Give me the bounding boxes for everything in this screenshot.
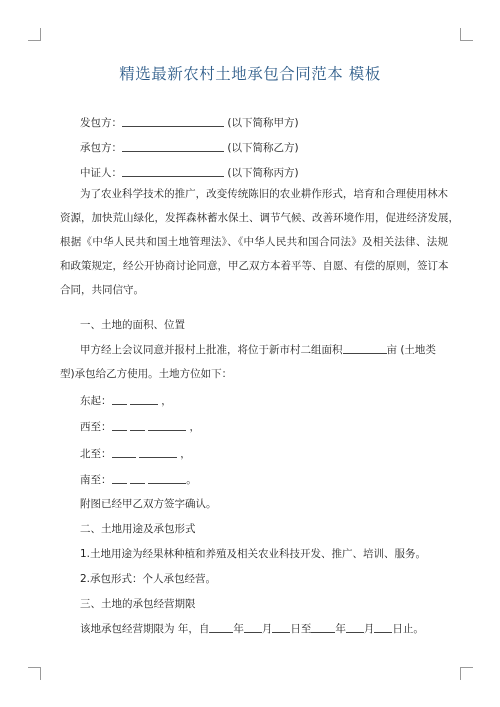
section-2-item-1: 1.土地用途为经果林种植和养殖及相关农业科技开发、推广、培训、服务。 — [80, 548, 427, 560]
term-month: 月 — [363, 623, 375, 635]
boundary-east-label: 东起： — [80, 395, 112, 407]
end-day-blank[interactable] — [374, 621, 392, 633]
section-1-line-2: 型)承包给乙方使用。土地方位如下： — [60, 368, 233, 380]
boundary-north-label: 北至： — [80, 448, 112, 460]
party-fabao-blank[interactable] — [122, 115, 224, 127]
intro-line: 根据《中华人民共和国土地管理法》、《中华人民共和国合同法》及相关法律、法规 — [60, 236, 448, 248]
intro-line: 和政策规定，经公开协商讨论同意，甲乙双方本着平等、自愿、有偿的原则，签订本 — [60, 260, 449, 272]
boundary-west-comma: ， — [189, 421, 201, 433]
west-blank-3[interactable] — [148, 419, 186, 431]
term-text: 该地承包经营期限为 年，自 — [80, 623, 210, 635]
party-zhengren-suffix: (以下简称丙方) — [227, 167, 299, 179]
area-blank[interactable] — [343, 342, 387, 354]
south-blank-3[interactable] — [148, 472, 186, 484]
party-chengbao-blank[interactable] — [122, 140, 224, 152]
north-blank-2[interactable] — [139, 446, 177, 458]
boundary-south-label: 南至： — [80, 474, 112, 486]
section-2-heading: 二、土地用途及承包形式 — [80, 523, 196, 535]
section-1-text: 亩 (土地类 — [386, 344, 436, 356]
start-year-blank[interactable] — [209, 621, 233, 633]
party-fabao-line — [80, 115, 299, 130]
section-1-heading: 一、土地的面积、位置 — [80, 319, 185, 331]
term-day-from: 日至 — [290, 623, 312, 635]
intro-line: 为了农业科学技术的推广，改变传统陈旧的农业耕作形式，培育和合理使用林木 — [80, 188, 448, 200]
party-zhengren-label: 中证人： — [80, 167, 122, 179]
section-3-heading: 三、土地的承包经营期限 — [80, 598, 196, 610]
party-chengbao-label: 承包方： — [80, 142, 122, 154]
north-blank-1[interactable] — [112, 446, 136, 458]
section-1-text: 甲方经上会议同意并报村上批准，将位于新市村二组面积 — [80, 344, 343, 356]
south-blank-1[interactable] — [112, 472, 127, 484]
intro-line: 合同，共同信守。 — [60, 284, 144, 296]
start-day-blank[interactable] — [272, 621, 290, 633]
boundary-west-label: 西至： — [80, 421, 112, 433]
boundary-east — [80, 393, 172, 408]
intro-line: 资源，加快荒山绿化，发挥森林蓄水保土、调节气候、改善环境作用，促进经济发展， — [60, 212, 459, 224]
term-day-end: 日止。 — [392, 623, 424, 635]
crop-mark-bottom-right — [460, 667, 473, 680]
party-chengbao-line — [80, 140, 299, 155]
boundary-east-comma: ， — [161, 395, 172, 407]
section-1-line-1 — [80, 342, 436, 357]
crop-mark-top-left — [28, 28, 41, 41]
east-blank-1[interactable] — [112, 393, 127, 405]
west-blank-2[interactable] — [130, 419, 145, 431]
map-signed-note: 附图已经甲乙双方签字确认。 — [80, 498, 217, 510]
boundary-north-comma: ， — [180, 448, 191, 460]
west-blank-1[interactable] — [112, 419, 127, 431]
start-month-blank[interactable] — [244, 621, 262, 633]
end-year-blank[interactable] — [311, 621, 335, 633]
document-title: 精选最新农村土地承包合同范本 模板 — [119, 65, 381, 83]
term-year: 年 — [335, 623, 346, 635]
south-blank-2[interactable] — [130, 472, 145, 484]
term-year: 年 — [233, 623, 244, 635]
party-zhengren-line — [80, 165, 299, 180]
party-chengbao-suffix: (以下简称乙方) — [227, 142, 299, 154]
term-month: 月 — [261, 623, 273, 635]
boundary-south — [80, 472, 197, 487]
intro-paragraph — [60, 182, 459, 302]
party-zhengren-blank[interactable] — [122, 165, 224, 177]
crop-mark-bottom-left — [28, 667, 41, 680]
east-blank-2[interactable] — [130, 393, 158, 405]
crop-mark-top-right — [460, 28, 473, 41]
boundary-south-period: 。 — [186, 474, 197, 486]
section-3-term-line — [80, 621, 424, 636]
party-fabao-label: 发包方： — [80, 117, 122, 129]
boundary-north — [80, 446, 191, 461]
boundary-west — [80, 419, 200, 434]
end-month-blank[interactable] — [346, 621, 364, 633]
party-fabao-suffix: (以下简称甲方) — [227, 117, 299, 129]
section-2-item-2: 2.承包形式：个人承包经营。 — [80, 573, 217, 585]
